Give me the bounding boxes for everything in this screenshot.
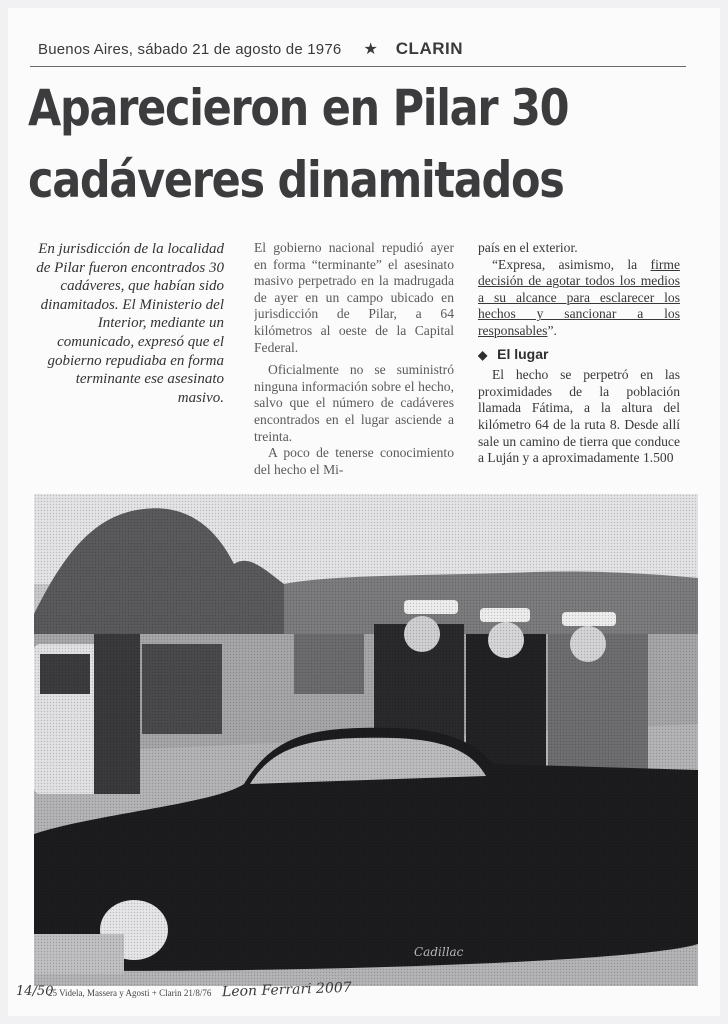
newspaper-name: CLARIN <box>395 39 463 58</box>
news-photo <box>34 494 698 986</box>
article-column-3 <box>478 240 680 492</box>
headline-line-1: Aparecieron en Pilar 30 <box>28 79 569 137</box>
page-number: 14/50 <box>16 984 54 999</box>
column2-paragraph-1: El gobierno nacional repudió ayer en forma “terminante” el asesinato masivo perpetrado en la madrugada de ayer en un campo ubicado en jurisdicción de Pilar, a 64 kilómetros al oeste de la Capital Federal. <box>254 240 454 355</box>
headline-line-2: cadáveres dinamitados <box>28 151 564 209</box>
masthead-rule <box>30 66 686 67</box>
artist-signature: Leon Ferrari 2007 <box>221 979 352 1001</box>
masthead-date: Buenos Aires, sábado 21 de agosto de 1976 <box>38 40 342 58</box>
diamond-bullet-icon: ◆ <box>478 347 488 362</box>
column3-paragraph-3: El hecho se perpetró en las proximidades de la población llamada Fátima, a la altura del kilómetro 64 de la ruta 8. Desde allí sale un camino de tierra que conduce a Luján y a aproximadamente 1.500 <box>478 367 680 466</box>
military-parade-photo-icon <box>34 494 698 986</box>
subhead-label: El lugar <box>497 345 549 362</box>
subhead-el-lugar <box>478 346 680 364</box>
headline <box>28 72 690 216</box>
quote-start: “Expresa, asimismo, la <box>492 256 638 272</box>
quote-end: ”. <box>547 322 557 338</box>
column3-quote <box>478 257 680 340</box>
column2-paragraph-2: Oficialmente no se suministró ninguna información sobre el hecho, salvo que el número de cadáveres encontrados en el lugar asciende a treinta. <box>254 362 454 444</box>
quote-underlined: firme decisión de agotar todos los medios a su alcance para esclarecer los hechos y sancionar a los responsables <box>478 256 680 338</box>
article-column-2 <box>254 240 454 492</box>
lead-paragraph: En jurisdicción de la localidad de Pilar fueron encontrados 30 cadáveres, que habían sido dinamitados. El Ministerio del Interior, mediante un comunicado, expresó que el gobierno repudiaba en forma terminante ese asesinato masivo. <box>36 241 224 406</box>
column3-paragraph-1: país en el exterior. <box>478 240 578 255</box>
column2-paragraph-3: A poco de tenerse conocimiento del hecho el Mi- <box>254 445 454 477</box>
masthead <box>38 34 548 64</box>
photo-caption: 25 Videla, Massera y Agosti + Clarin 21/8/76 <box>48 988 212 998</box>
star-icon: ★ <box>363 41 378 58</box>
